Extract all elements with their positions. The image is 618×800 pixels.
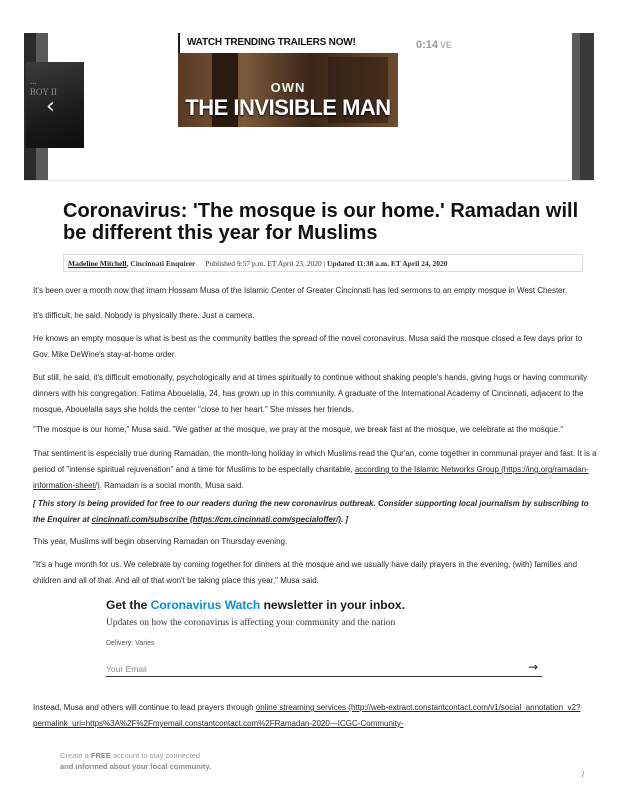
ad-thumbnail[interactable] xyxy=(26,62,84,148)
ad-live-badge: VE xyxy=(439,40,452,50)
article-paragraph: This year, Muslims will begin observing Ramadan on Thursday evening. xyxy=(33,537,288,546)
article-paragraph: He knows an empty mosque is what is best as the community battles the spread of the novel coronavirus. Musa said the mosque closed a few days prior to Gov. Mike DeWine's stay-at-home order. xyxy=(33,334,583,359)
byline-published: Published 9:57 p.m. ET April 23, 2020 | xyxy=(205,259,327,268)
ad-video-own-text: OWN xyxy=(270,80,306,95)
ad-divider xyxy=(24,180,594,181)
article-title: Coronavirus: 'The mosque is our home.' Ramadan will be different this year for Muslims xyxy=(63,200,579,244)
promo-text: Create a xyxy=(60,751,91,760)
subscribe-link[interactable]: cincinnati.com/subscribe (https://cm.cincinnati.com/specialoffer/) xyxy=(91,515,341,524)
ad-header xyxy=(178,33,560,53)
article-paragraph: It's difficult, he said. Nobody is physically there. Just a camera. xyxy=(33,311,255,320)
byline-updated: Updated 11:38 a.m. ET April 24, 2020 xyxy=(326,259,448,268)
ad-right-strip xyxy=(572,33,580,180)
article-byline xyxy=(63,254,583,272)
corner-mark: / xyxy=(582,772,584,779)
promo-free: FREE xyxy=(90,751,111,760)
paragraph-text: Instead, Musa and others will continue to lead prayers through xyxy=(33,703,256,712)
ing-source-link[interactable]: according to the Islamic Networks Group (https://ing.org/ramadan-information-sheet/) xyxy=(33,465,589,490)
ad-video-player[interactable] xyxy=(178,53,398,127)
account-promo[interactable] xyxy=(60,750,211,772)
article-paragraph: "The mosque is our home," Musa said. "We gather at the mosque, we pray at the mosque, we break fast at the mosque, we celebrate at the mosque." xyxy=(33,425,564,434)
ad-thumbnail-text: ... BOY II xyxy=(30,76,57,97)
email-field[interactable] xyxy=(106,661,542,677)
newsletter-title-accent: Coronavirus Watch xyxy=(150,598,261,612)
note-text: . ] xyxy=(340,515,349,524)
article-paragraph: It's been over a month now that imam Hossam Musa of the Islamic Center of Greater Cincinnati has led sermons to an empty mosque in West Chester. xyxy=(33,286,568,295)
ad-headline[interactable]: WATCH TRENDING TRAILERS NOW! xyxy=(187,37,356,48)
paragraph-text: That sentiment is especially true during Ramadan, the month-long holiday in which Muslims read the Qur'an, come together in communal prayer and fast. It is a period of "intense spiritual rejuvenation" and a time for Muslims to be especially charitable, xyxy=(33,449,597,474)
newsletter-title xyxy=(106,598,405,612)
ad-video-timer: 0:14 xyxy=(415,39,438,51)
article-paragraph xyxy=(33,700,598,732)
article-paragraph: "It's a huge month for us. We celebrate by coming together for dinners at the mosque and we usually have daily prayers in the evening, (with) families and children and all of that. And all of that won't be taking place this year," Musa said. xyxy=(33,560,578,585)
newsletter-title-text: newsletter in your inbox. xyxy=(260,598,405,612)
note-text: [ This story is being provided for free to our readers during the new coronavirus outbreak. Consider supporting local journalism by subscribing to the Enquirer at xyxy=(33,499,589,524)
ad-video-title: THE INVISIBLE MAN xyxy=(185,95,391,120)
carousel-prev-icon[interactable]: ‹ xyxy=(46,94,55,119)
author-link[interactable]: Madeline Mitchell xyxy=(68,259,127,268)
byline-outlet: , Cincinnati Enquirer xyxy=(126,259,196,268)
article-paragraph: But still, he said, it's difficult emotionally, psychologically and at times spiritually to continue without shaking people's hands, giving hugs or having community dinners with his congregation. Fatima Abouelalla, 24, has grown up in this community. A graduate of the International Academy of Cincinnati, adjacent to the mosque, Abouelalla says she holds the center "close to her heart." She misses her friends. xyxy=(33,373,588,414)
paragraph-text: . Ramadan is a social month, Musa said. xyxy=(99,481,244,490)
arrow-right-icon[interactable]: → xyxy=(528,660,539,674)
subscription-note xyxy=(33,496,598,528)
promo-line-2: and informed about your local community. xyxy=(60,762,212,771)
newsletter-delivery: Delivery: Varies xyxy=(106,640,155,647)
newsletter-subtitle: Updates on how the coronavirus is affecting your community and the nation xyxy=(106,618,396,628)
newsletter-title-text: Get the xyxy=(106,598,151,612)
streaming-services-link[interactable]: online streaming services (http://web-extract.constantcontact.com/v1/social_annotation_v2?permalink_uri=https%3A%2F%2Fmyemail.constantcontact.com%2FRamadan-2020---ICGC-Community- xyxy=(33,703,581,728)
promo-text: account to stay connected xyxy=(110,751,201,760)
article-paragraph xyxy=(33,446,598,494)
